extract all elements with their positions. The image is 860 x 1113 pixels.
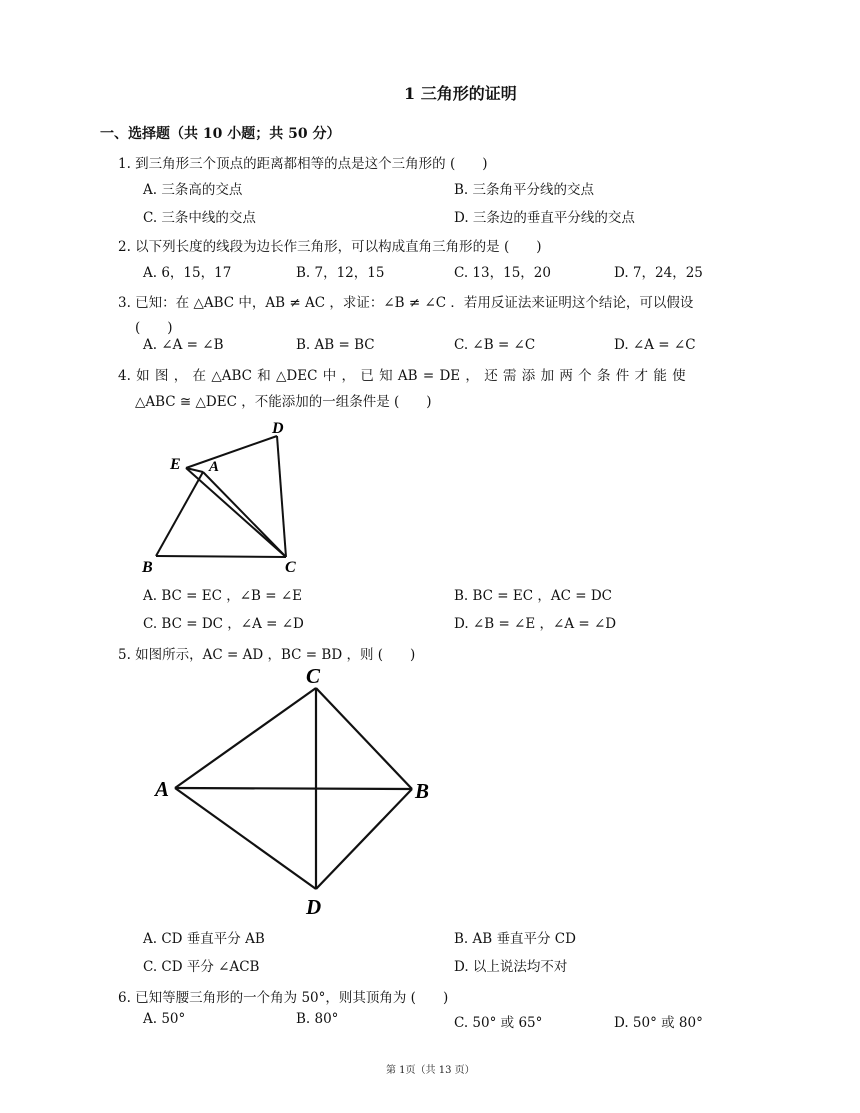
question-3-option-d[interactable]: D. ∠A = ∠C	[614, 337, 696, 353]
question-6-option-c[interactable]: C. 50° 或 65°	[454, 1015, 543, 1031]
question-4-figure	[140, 415, 310, 580]
question-6-option-a[interactable]: A. 50°	[143, 1011, 186, 1027]
question-1-option-d[interactable]: D. 三条边的垂直平分线的交点	[454, 210, 635, 226]
label-a: A	[209, 459, 220, 475]
segment-ec	[186, 468, 286, 557]
question-1-option-c[interactable]: C. 三条中线的交点	[143, 210, 256, 226]
label-e: E	[170, 456, 181, 473]
label-b: B	[142, 559, 153, 576]
question-3-option-c[interactable]: C. ∠B = ∠C	[454, 337, 536, 353]
question-5-stem: 5. 如图所示，AC = AD ，BC = BD ，则 ( )	[118, 647, 416, 663]
question-4-stem-line-2: △ABC ≅ △DEC ，不能添加的一组条件是 ( )	[135, 394, 432, 410]
segment-ac	[175, 688, 316, 788]
label-d: D	[272, 420, 284, 437]
question-3-stem: 3. 已知：在 △ABC 中，AB ≠ AC ，求证：∠B ≠ ∠C ．若用反证法来证明这个结论，可以假设	[118, 295, 694, 311]
question-4-option-c[interactable]: C. BC = DC ，∠A = ∠D	[143, 616, 304, 632]
segment-cb	[316, 688, 412, 789]
question-3-option-b[interactable]: B. AB = BC	[296, 337, 375, 353]
segment-da	[175, 788, 316, 889]
question-5-figure	[135, 664, 450, 924]
label-c: C	[306, 664, 321, 688]
page-title: 1 三角形的证明	[404, 84, 517, 103]
question-4-stem-line-1: 4. 如 图 ， 在 △ABC 和 △DEC 中 ， 已 知 AB = DE ， 还 需 添 加 两 个 条 件 才 能 使	[118, 368, 686, 384]
page-footer: 第 1页（共 13 页）	[386, 1065, 475, 1076]
segment-dc	[277, 436, 286, 557]
segment-ed	[186, 436, 277, 468]
question-2-stem: 2. 以下列长度的线段为边长作三角形，可以构成直角三角形的是 ( )	[118, 239, 542, 255]
question-1-stem: 1. 到三角形三个顶点的距离都相等的点是这个三角形的 ( )	[118, 156, 488, 172]
segment-ba	[156, 472, 203, 556]
question-4-option-d[interactable]: D. ∠B = ∠E ，∠A = ∠D	[454, 616, 617, 632]
question-3-answer-paren: ( )	[135, 320, 173, 336]
question-1-option-a[interactable]: A. 三条高的交点	[143, 182, 243, 198]
question-4-option-b[interactable]: B. BC = EC ，AC = DC	[454, 588, 612, 604]
segment-bd	[316, 789, 412, 889]
question-5-option-c[interactable]: C. CD 平分 ∠ACB	[143, 959, 260, 975]
question-4-option-a[interactable]: A. BC = EC ，∠B = ∠E	[143, 588, 302, 604]
label-c: C	[285, 559, 296, 576]
segment-ac	[203, 472, 286, 557]
question-6-option-d[interactable]: D. 50° 或 80°	[614, 1015, 703, 1031]
question-2-option-b[interactable]: B. 7，12，15	[296, 265, 385, 281]
label-a: A	[155, 777, 170, 801]
question-1-option-b[interactable]: B. 三条角平分线的交点	[454, 182, 595, 198]
question-2-option-c[interactable]: C. 13，15，20	[454, 265, 551, 281]
question-5-option-a[interactable]: A. CD 垂直平分 AB	[143, 931, 265, 947]
label-d: D	[306, 895, 322, 919]
question-6-stem: 6. 已知等腰三角形的一个角为 50°，则其顶角为 ( )	[118, 990, 449, 1006]
question-2-option-d[interactable]: D. 7，24，25	[614, 265, 703, 281]
question-5-option-d[interactable]: D. 以上说法均不对	[454, 959, 568, 975]
segment-ab	[175, 788, 412, 789]
question-2-option-a[interactable]: A. 6，15，17	[143, 265, 232, 281]
question-6-option-b[interactable]: B. 80°	[296, 1011, 339, 1027]
segment-bc	[156, 556, 286, 557]
label-b: B	[415, 779, 430, 803]
question-5-option-b[interactable]: B. AB 垂直平分 CD	[454, 931, 576, 947]
section-heading: 一、选择题（共 10 小题；共 50 分）	[100, 126, 341, 142]
question-3-option-a[interactable]: A. ∠A = ∠B	[143, 337, 224, 353]
